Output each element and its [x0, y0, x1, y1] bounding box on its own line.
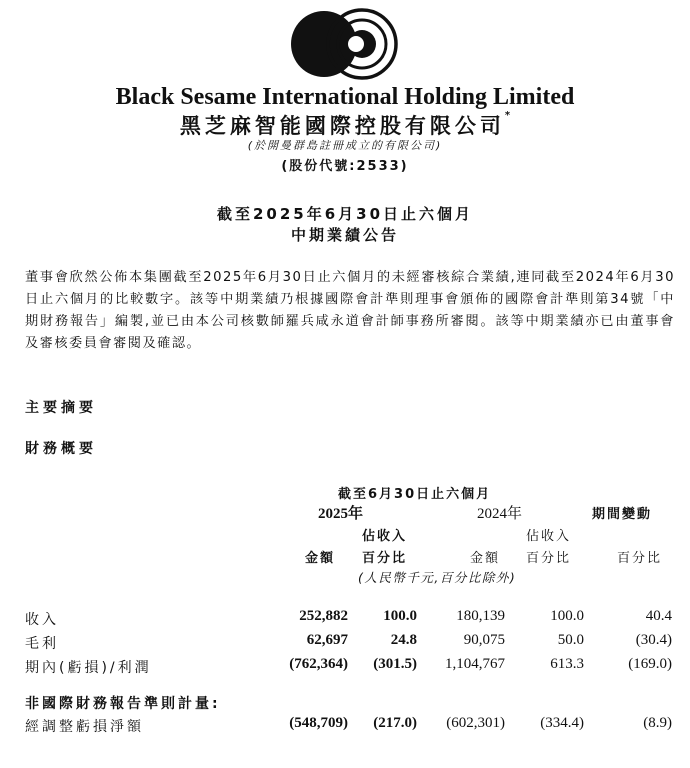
incorporation-note: (於開曼群島註冊成立的有限公司) — [247, 139, 443, 152]
header-amount-2025: 金額 — [305, 551, 336, 566]
cell-p2025: 100.0 — [383, 608, 417, 624]
stock-code: (股份代號:2533) — [281, 159, 409, 174]
cell-p2025: (217.0) — [373, 715, 417, 731]
header-2024: 2024年 — [477, 506, 523, 522]
cell-a2025: 62,697 — [306, 632, 348, 648]
cell-a2024: 90,075 — [463, 632, 505, 648]
table-unit-note: (人民幣千元,百分比除外) — [358, 570, 517, 585]
section-highlights: 主要摘要 — [25, 400, 97, 416]
company-logo — [290, 8, 400, 80]
cell-p2025: (301.5) — [373, 656, 417, 672]
announcement-period: 截至2025年6月30日止六個月 — [216, 205, 474, 223]
cell-change: (30.4) — [635, 632, 672, 648]
cell-change: 40.4 — [645, 608, 672, 624]
cell-a2024: 180,139 — [456, 608, 505, 624]
row-label: 經調整虧損淨額 — [25, 719, 144, 735]
company-name-en: Black Sesame International Holding Limited — [115, 84, 575, 110]
section-financial-overview: 財務概要 — [25, 441, 97, 457]
row-label: 期內(虧損)/利潤 — [25, 660, 152, 676]
cell-a2025: 252,882 — [299, 608, 348, 624]
cell-p2024: 50.0 — [557, 632, 584, 648]
header-2025: 2025年 — [318, 506, 364, 522]
cell-p2025: 24.8 — [390, 632, 417, 648]
header-pct-rev-2024-line2: 百分比 — [526, 551, 572, 566]
header-pct-rev-2025-line1: 佔收入 — [362, 529, 408, 544]
table-period-header: 截至6月30日止六個月 — [338, 487, 492, 502]
cell-p2024: 100.0 — [550, 608, 584, 624]
cell-a2025: (548,709) — [289, 715, 348, 731]
header-pct-rev-2024-line1: 佔收入 — [526, 529, 572, 544]
cell-a2024: (602,301) — [446, 715, 505, 731]
cell-a2025: (762,364) — [289, 656, 348, 672]
cell-p2024: 613.3 — [550, 656, 584, 672]
row-label: 收入 — [25, 612, 59, 628]
row-label: 毛利 — [25, 636, 59, 652]
non-ifrs-header: 非國際財務報告準則計量: — [25, 696, 221, 712]
header-pct-rev-2025-line2: 百分比 — [362, 551, 408, 566]
header-amount-2024: 金額 — [470, 551, 501, 566]
header-pct-change: 百分比 — [617, 551, 663, 566]
cell-change: (169.0) — [628, 656, 672, 672]
cell-a2024: 1,104,767 — [445, 656, 505, 672]
intro-paragraph: 董事會欣然公佈本集團截至2025年6月30日止六個月的未經審核綜合業績,連同截至2024年6月30日止六個月的比較數字。該等中期業績乃根據國際會計準則理事會頒佈的國際會計準則第34號「中期財務報告」編製,並已由本公司核數師羅兵咸永道會計師事務所審閱。該等中期業績亦已由董事會及審核委員會審閱及確認。 — [25, 270, 675, 351]
announcement-title: 中期業績公告 — [290, 226, 399, 244]
cell-change: (8.9) — [643, 715, 672, 731]
cell-p2024: (334.4) — [540, 715, 584, 731]
header-change: 期間變動 — [592, 507, 653, 522]
company-name-zh: 黑芝麻智能國際控股有限公司* — [179, 110, 511, 138]
